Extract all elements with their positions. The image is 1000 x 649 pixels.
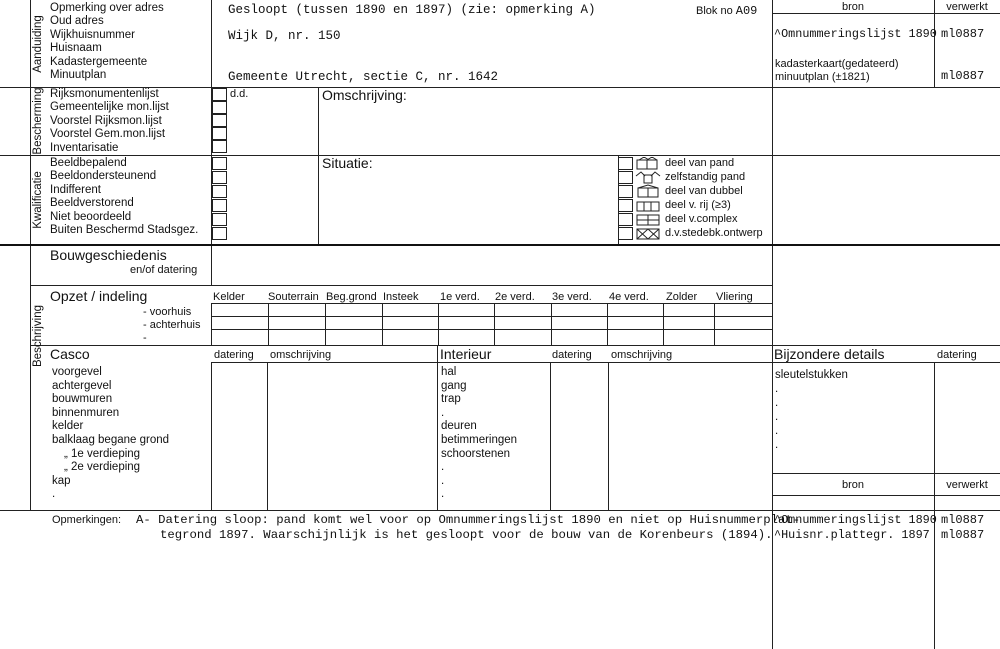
interieur-omschrijving-header: omschrijving [611, 349, 673, 361]
bijzondere-item-extra: . [775, 397, 779, 409]
deel-v-complex-icon [637, 215, 659, 225]
interieur-items [441, 366, 517, 502]
aanduiding-labels [50, 2, 164, 82]
row-divider [0, 510, 1000, 511]
row-divider [772, 13, 1000, 14]
achterhuis-label: - achterhuis [143, 319, 201, 331]
stedebk-ontwerp-icon [637, 229, 659, 239]
casco-item-kap: kap [52, 474, 71, 487]
level-4e-verd: 4e verd. [609, 291, 649, 303]
bron-header-lower: bron [841, 479, 865, 491]
checkbox-voorstel-rijksmon-lijst[interactable] [212, 114, 227, 127]
casco-items [52, 366, 169, 502]
interieur-item-extra: . [441, 406, 445, 419]
opzet-grid-line [663, 303, 664, 345]
interieur-item-betimmeringen: betimmeringen [441, 433, 518, 446]
interieur-item-gang: gang [441, 379, 467, 392]
opzet-grid-line [325, 303, 326, 345]
checkbox-inventarisatie[interactable] [212, 140, 227, 153]
level-insteek: Insteek [383, 291, 419, 303]
bijzondere-item-extra: . [775, 383, 779, 395]
voorhuis-label: - voorhuis [143, 306, 192, 318]
situatie-icons [635, 157, 661, 241]
column-divider [318, 87, 319, 246]
checkbox-zelfstandig-pand[interactable] [618, 171, 633, 184]
casco-item-binnenmuren: binnenmuren [52, 406, 120, 419]
header-verwerkt: verwerkt [946, 1, 988, 13]
label-huisnaam: Huisnaam [50, 42, 102, 55]
opzet-grid-line [494, 303, 495, 345]
casco-item-extra: . [52, 488, 56, 501]
opzet-grid-line [268, 303, 269, 345]
checkbox-beeldondersteunend[interactable] [212, 171, 227, 184]
situatie-options [665, 157, 763, 240]
option-zelfstandig-pand: zelfstandig pand [665, 170, 746, 183]
label-wijkhuisnummer: Wijkhuisnummer [50, 28, 135, 41]
blok-label: Blok no A09 [696, 4, 758, 18]
level-3e-verd: 3e verd. [552, 291, 592, 303]
level-1e-verd: 1e verd. [440, 291, 480, 303]
omschrijving-label: Omschrijving: [322, 87, 407, 103]
checkbox-deel-van-pand[interactable] [618, 157, 633, 170]
label-niet-beoordeeld: Niet beoordeeld [50, 210, 132, 223]
bijzondere-item-extra: . [775, 439, 779, 451]
interieur-column [437, 345, 438, 510]
interieur-item-hal: hal [441, 366, 457, 378]
label-beeldverstorend: Beeldverstorend [50, 197, 134, 210]
opmerking-line-1: A- Datering sloop: pand komt wel voor op Omnummeringslijst 1890 en niet op Huisnummerplat- [136, 513, 801, 527]
interieur-heading: Interieur [440, 346, 492, 362]
opzet-grid-line [551, 303, 552, 345]
opzet-grid-line [211, 329, 772, 330]
checkbox-beeldverstorend[interactable] [212, 199, 227, 212]
bijzondere-items [775, 368, 848, 452]
label-voorstel-rijksmon-lijst: Voorstel Rijksmon.lijst [50, 114, 162, 127]
casco-datering-header: datering [214, 349, 254, 361]
option-deel-v-rij: deel v. rij (≥3) [665, 198, 731, 211]
label-opmerking-over-adres: Opmerking over adres [50, 2, 164, 14]
checkbox-beeldbepalend[interactable] [212, 157, 227, 170]
interieur-column [608, 362, 609, 510]
bescherming-labels [50, 88, 169, 155]
bijzondere-item-extra: . [775, 411, 779, 423]
casco-item-balklaag: balklaag begane grond [52, 433, 170, 446]
bijzondere-item-sleutelstukken: sleutelstukken [775, 369, 848, 381]
opzet-grid-line [211, 303, 772, 304]
interieur-item-deuren: deuren [441, 420, 477, 433]
option-stedebk-ontwerp: d.v.stedebk.ontwerp [665, 226, 763, 239]
deel-van-dubbel-icon [638, 185, 658, 197]
deel-van-pand-icon [637, 157, 657, 169]
level-zolder: Zolder [666, 291, 698, 303]
opmerkingen-label: Opmerkingen: [52, 514, 122, 526]
label-voorstel-gem-mon-lijst: Voorstel Gem.mon.lijst [50, 128, 166, 141]
label-minuutplan: Minuutplan [50, 69, 107, 82]
row-divider [211, 362, 1000, 363]
checkbox-rijksmonumentenlijst[interactable] [212, 88, 227, 101]
verwerkt-header-lower: verwerkt [946, 479, 988, 491]
opm-bron-1: ^Omnummeringslijst 1890 [774, 513, 937, 527]
opzet-grid-line [714, 303, 715, 345]
kwalificatie-labels [50, 157, 198, 237]
blok-value: A09 [735, 4, 758, 18]
opzet-grid-line [211, 303, 212, 345]
casco-item-voorgevel: voorgevel [52, 366, 102, 378]
level-souterrain: Souterrain [268, 291, 319, 303]
level-vliering: Vliering [716, 291, 753, 303]
bron-kadasterkaart: kadasterkaart(gedateerd) [775, 58, 899, 70]
label-indifferent: Indifferent [50, 183, 101, 196]
wijkhuisnummer-value: Wijk D, nr. 150 [228, 29, 341, 43]
section-label-kwalificatie: Kwalificatie [32, 171, 44, 229]
interieur-item-extra: . [441, 461, 445, 474]
label-gemeentelijke-mon-lijst: Gemeentelijke mon.lijst [50, 101, 169, 114]
checkbox-deel-van-dubbel[interactable] [618, 185, 633, 198]
row-divider [772, 495, 1000, 496]
dd-label: d.d. [230, 88, 249, 100]
column-divider [934, 362, 935, 649]
section-label-aanduiding: Aanduiding [32, 15, 44, 73]
row-divider [0, 155, 1000, 156]
opzet-grid-line [382, 303, 383, 345]
option-deel-v-complex: deel v.complex [665, 212, 738, 225]
bijzondere-datering-header: datering [937, 349, 977, 361]
label-oud-adres: Oud adres [50, 15, 104, 28]
interieur-column [550, 362, 551, 510]
level-beg-grond: Beg.grond [326, 291, 377, 303]
opmerking-adres-value: Gesloopt (tussen 1890 en 1897) (zie: opmerking A) [228, 3, 596, 17]
bijzondere-details-heading: Bijzondere details [774, 346, 885, 362]
column-divider [772, 0, 773, 649]
opzet-grid-line [211, 316, 772, 317]
interieur-item-trap: trap [441, 393, 461, 406]
interieur-datering-header: datering [552, 349, 592, 361]
kadastergemeente-value: Gemeente Utrecht, sectie C, nr. 1642 [228, 70, 499, 84]
opzet-grid-line [438, 303, 439, 345]
opzet-indeling-heading: Opzet / indeling [50, 288, 148, 304]
casco-item-2e-verdieping: „ 2e verdieping [64, 461, 141, 474]
column-divider [211, 246, 212, 285]
interieur-item-extra: . [441, 488, 445, 501]
checkbox-gemeentelijke-mon-lijst[interactable] [212, 101, 227, 114]
interieur-item-schoorstenen: schoorstenen [441, 447, 511, 460]
opm-bron-2: ^Huisnr.plattegr. 1897 [774, 528, 930, 542]
en-of-datering-label: en/of datering [130, 264, 198, 276]
bron-omnummeringslijst: ^Omnummeringslijst 1890 [774, 27, 937, 41]
checkbox-indifferent[interactable] [212, 185, 227, 198]
level-kelder: Kelder [213, 291, 245, 303]
opm-verwerkt-2: ml0887 [941, 528, 985, 542]
section-divider [0, 244, 1000, 246]
verwerkt-2: ml0887 [941, 69, 985, 83]
checkbox-deel-v-rij[interactable] [618, 199, 633, 212]
label-beeldbepalend: Beeldbepalend [50, 157, 127, 169]
bijzondere-item-extra: . [775, 425, 779, 437]
casco-column [267, 362, 268, 510]
section-label-beschrijving: Beschrijving [32, 305, 44, 367]
zelfstandig-pand-icon [636, 172, 660, 183]
checkbox-voorstel-gem-mon-lijst[interactable] [212, 127, 227, 140]
label-inventarisatie: Inventarisatie [50, 141, 119, 154]
opm-verwerkt-1: ml0887 [941, 513, 985, 527]
label-buiten-beschermd-stadsgezicht: Buiten Beschermd Stadsgez. [50, 224, 199, 237]
casco-column [211, 362, 212, 510]
left-margin-line [30, 0, 31, 510]
verwerkt-1: ml0887 [941, 27, 985, 41]
deel-v-rij-icon [637, 202, 659, 211]
row-divider [772, 473, 1000, 474]
option-deel-van-dubbel: deel van dubbel [665, 184, 743, 197]
casco-item-bouwmuren: bouwmuren [52, 393, 113, 406]
bouwgeschiedenis-heading: Bouwgeschiedenis [50, 247, 167, 263]
casco-item-1e-verdieping: „ 1e verdieping [64, 447, 141, 460]
extra-row-label: - [143, 332, 147, 344]
label-rijksmonumentenlijst: Rijksmonumentenlijst [50, 88, 159, 100]
label-kadastergemeente: Kadastergemeente [50, 55, 148, 68]
section-label-bescherming: Bescherming [32, 87, 44, 155]
checkbox-buiten-beschermd[interactable] [212, 227, 227, 240]
option-deel-van-pand: deel van pand [665, 157, 735, 169]
casco-item-achtergevel: achtergevel [52, 379, 112, 392]
casco-heading: Casco [50, 346, 90, 362]
header-bron: bron [841, 1, 865, 13]
situatie-label: Situatie: [322, 155, 373, 171]
opmerking-line-2: tegrond 1897. Waarschijnlijk is het gesloopt voor de bouw van de Korenbeurs (1894). [160, 528, 773, 542]
label-beeldondersteunend: Beeldondersteunend [50, 170, 157, 183]
interieur-item-extra: . [441, 474, 445, 487]
checkbox-stedebk-ontwerp[interactable] [618, 227, 633, 240]
level-2e-verd: 2e verd. [495, 291, 535, 303]
casco-omschrijving-header: omschrijving [270, 349, 332, 361]
checkbox-deel-v-complex[interactable] [618, 213, 633, 226]
checkbox-niet-beoordeeld[interactable] [212, 213, 227, 226]
bron-minuutplan: minuutplan (±1821) [775, 71, 870, 83]
row-divider [30, 285, 772, 286]
casco-item-kelder: kelder [52, 420, 84, 433]
opzet-grid-line [607, 303, 608, 345]
